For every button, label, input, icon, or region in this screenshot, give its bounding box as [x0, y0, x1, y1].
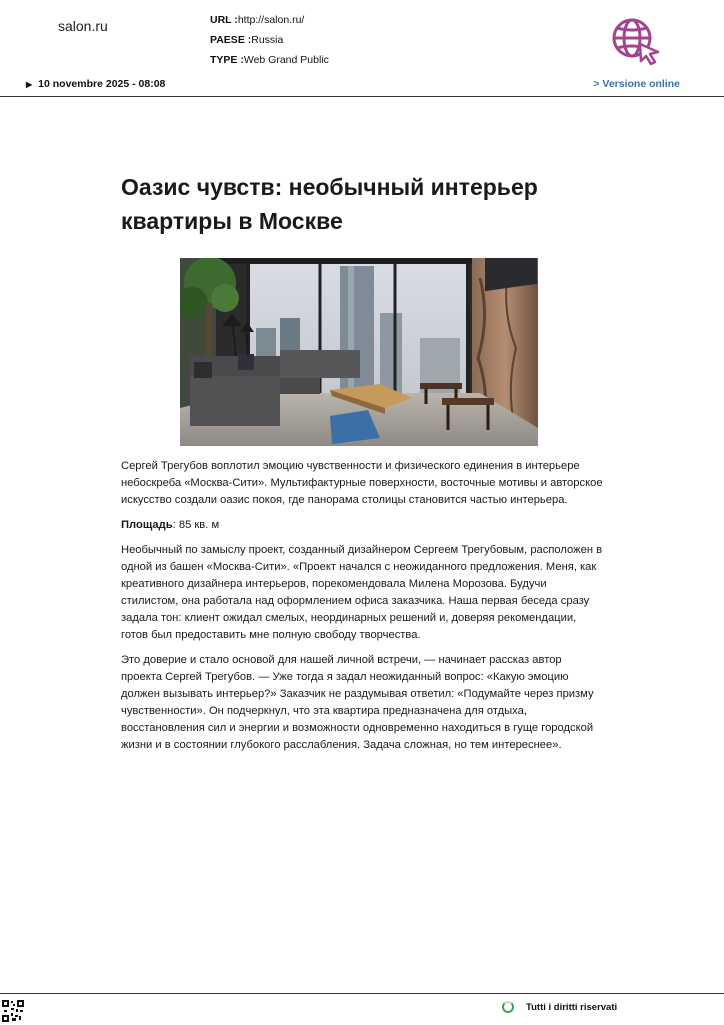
meta-url-label: URL :	[210, 14, 238, 26]
meta-country	[210, 30, 329, 50]
article-lead: Сергей Трегубов воплотил эмоцию чувственности и физического единения в интерьере небоскреба «Москва-Сити». Мультифактурные поверхности, восточные мотивы и авторское искусство создали оазис покоя, где панорама столицы становится частью интерьера.	[121, 460, 603, 506]
publish-date-text: 10 novembre 2025 - 08:08	[38, 78, 166, 90]
qr-code-icon	[2, 1000, 24, 1022]
article-area	[121, 517, 605, 534]
globe-cursor-icon	[610, 16, 662, 68]
circle-icon	[502, 1001, 514, 1013]
meta-type-value: Web Grand Public	[243, 54, 329, 66]
triangle-right-icon: ▶	[26, 80, 33, 89]
online-version-link[interactable]: > Versione online	[593, 78, 680, 90]
meta-url-value[interactable]: http://salon.ru/	[237, 14, 305, 26]
meta-country-label: PAESE :	[210, 34, 252, 46]
area-value: : 85 кв. м	[172, 519, 220, 531]
article-body	[121, 458, 605, 762]
rights-text: Tutti i diritti riservati	[526, 1001, 618, 1013]
area-label: Площадь	[121, 519, 173, 531]
article-title: Оазис чувств: необычный интерьер квартиры в Москве	[121, 174, 538, 234]
meta-type	[210, 50, 329, 70]
meta-block	[210, 10, 329, 70]
article-paragraph-2: Это доверие и стало основой для нашей личной встречи, — начинает рассказ автор проекта Сергей Трегубов. — Уже тогда я задал неожиданный вопрос: «Какую эмоцию должен вызывать интерьер?» Заказчик не раздумывая ответил: «Подумайте через призму чувственности». Он подчеркнул, что эта квартира предназначена для отдыха, восстановления сил и энергии и возможности одновременно находиться в гуще городской жизни и в состоянии глубокого расслабления. Задача сложная, но тем интереснее».	[121, 654, 594, 751]
publish-date	[26, 78, 165, 90]
site-name: salon.ru	[58, 18, 108, 34]
article-image	[180, 258, 538, 446]
meta-url	[210, 10, 329, 30]
meta-country-value: Russia	[251, 34, 284, 46]
meta-type-label: TYPE :	[210, 54, 244, 66]
footer	[0, 993, 724, 1025]
date-bar	[0, 74, 724, 97]
article-paragraph-1: Необычный по замыслу проект, созданный дизайнером Сергеем Трегубовым, расположен в одной из башен «Москва-Сити». «Проект начался с неожиданного предложения. Меня, как креативного дизайнера интерьеров, порекомендовала Милена Морозова. Будучи стилистом, она работала над оформлением офиса заказчика. Наша первая беседа сразу задала тон: клиент ожидал смелых, неординарных решений и, доверяя рекомендации, готов был предоставить мне полную свободу творчества.	[121, 544, 603, 641]
rights-notice	[502, 1001, 617, 1013]
